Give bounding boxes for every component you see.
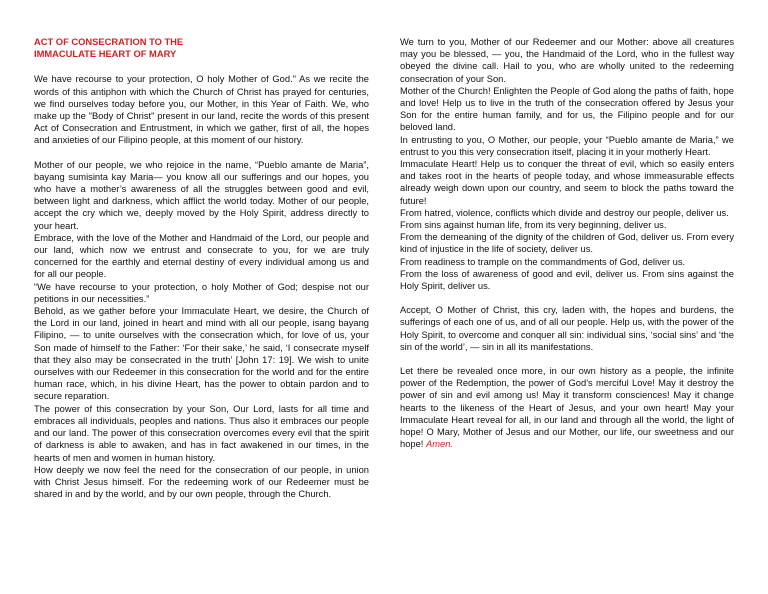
paragraph-accept: Accept, O Mother of Christ, this cry, laden with, the hopes and burdens, the sufferings of each one of us, and of all our people. Help us, with the power of the Holy Spirit, to overcome and conquer all sin: individual sins, ‘social sins’ and ‘the sin of the world’, — sin in all its manifestations. <box>400 305 734 352</box>
right-column <box>400 36 734 451</box>
paragraph-mother-of-church: Mother of the Church! Enlighten the People of God along the paths of faith, hope and love! Help us to live in the truth of the consecration offered by Jesus your Son for the entire human family, and for us, the Filipino people and for our beloved land. <box>400 85 734 133</box>
paragraph-antiphon-intro: We have recourse to your protection, O holy Mother of God." As we recite the words of this antiphon with which the Church of Christ has prayed for centuries, we find ourselves today before you, our Mother, in this Year of Faith. We, who make up the "Body of Christ" present in our land, recite the words of this present Act of Consecration and Entrustment, in which we gather, first of all, the hopes and anxieties of our Filipino people, at this moment of our history. <box>34 74 369 146</box>
paragraph-from-readiness: From readiness to trample on the commandments of God, deliver us. <box>400 256 686 267</box>
left-column <box>34 36 369 500</box>
title-line-1: ACT OF CONSECRATION TO THE <box>34 37 184 47</box>
paragraph-entrusting: In entrusting to you, O Mother, our people, your “Pueblo amante de Maria,” we entrust to you this very consecration itself, placing it in your motherly Heart. <box>400 134 734 157</box>
paragraph-immaculate-heart: Immaculate Heart! Help us to conquer the threat of evil, which so easily enters and takes root in the hearts of people today, and whose immeasurable effects already weigh down upon our country, and seem to block the paths toward the future! <box>400 159 734 206</box>
paragraph-power: The power of this consecration by your Son, Our Lord, lasts for all time and embraces all individuals, peoples and nations. Thus also it embraces our people and our land. The power of this consecration overcomes every evil that the spirit of darkness is able to awaken, and has in fact awakened in our times, in the hearts of men and women in human history. <box>34 403 369 463</box>
paragraph-let-there-be <box>400 365 734 450</box>
paragraph-behold: Behold, as we gather before your Immaculate Heart, we desire, the Church of the Lord in our land, joined in heart and mind with all our people, isang bayang Filipino, — to unite ourselves with the consecration which, for love of us, your Son made of himself to the Father: ‘For their sake,’ he said, ‘I consecrate myself that they also may be consecrated in the truth’ [John 17: 19]. We wish to unite ourselves with our Redeemer in this consecration for the world and for the entire human race, which, in his divine Heart, has the power to obtain pardon and to secure reparation. <box>34 306 369 402</box>
paragraph-from-hatred: From hatred, violence, conflicts which divide and destroy our people, deliver us. <box>400 207 729 218</box>
paragraph-from-sins: From sins against human life, from its very beginning, deliver us. <box>400 220 667 231</box>
document-title <box>34 36 369 60</box>
paragraph-how-deeply: How deeply we now feel the need for the consecration of our people, in union with Christ Jesus himself. For the redeeming work of our Redeemer must be shared in and by the world, and by our own people, through the Church. <box>34 464 369 500</box>
paragraph-recourse: “We have recourse to your protection, o holy Mother of God; despise not our petitions in our necessities.” <box>34 281 369 304</box>
title-line-2: IMMACULATE HEART OF MARY <box>34 49 177 60</box>
paragraph-from-loss: From the loss of awareness of good and evil, deliver us. From sins against the Holy Spirit, deliver us. <box>400 268 734 292</box>
paragraph-we-turn: We turn to you, Mother of our Redeemer and our Mother: above all creatures may you be blessed, — you, the Handmaid of the Lord, who in the fullest way obeyed the divine call. Hail to you, who are wholly united to the redeeming consecration of your Son. <box>400 37 734 84</box>
let-there-be-text: Let there be revealed once more, in our own history as a people, the infinite power of the Redemption, the power of God’s merciful Love! May it destroy the power of sin and evil among us! May it transform consciences! May it change hearts to the likeness of the Heart of Jesus, and your own heart! May your Immaculate Heart reveal for all, in our land and through all the world, the light of hope! O Mary, Mother of Jesus and our Mother, our life, our sweetness and our hope! <box>400 366 734 450</box>
amen-word: Amen. <box>426 439 454 450</box>
paragraph-from-demeaning: From the demeaning of the dignity of the children of God, deliver us. From every kind of injustice in the life of society, deliver us. <box>400 232 734 255</box>
paragraph-embrace: Embrace, with the love of the Mother and Handmaid of the Lord, our people and our land, which now we entrust and consecrate to you, for we are truly concerned for the earthly and eternal destiny of every individual among us and for all our people. <box>34 232 369 280</box>
paragraph-mother-of-people: Mother of our people, we who rejoice in the name, “Pueblo amante de Maria”, bayang sumisinta kay Maria— you know all our sufferings and our hopes, you who have a mother’s awareness of all the struggles between good and evil, between light and darkness, which afflict the world today. Mother of our people, accept the cry which we, deeply moved by the Holy Spirit, address directly to your heart. <box>34 159 369 231</box>
